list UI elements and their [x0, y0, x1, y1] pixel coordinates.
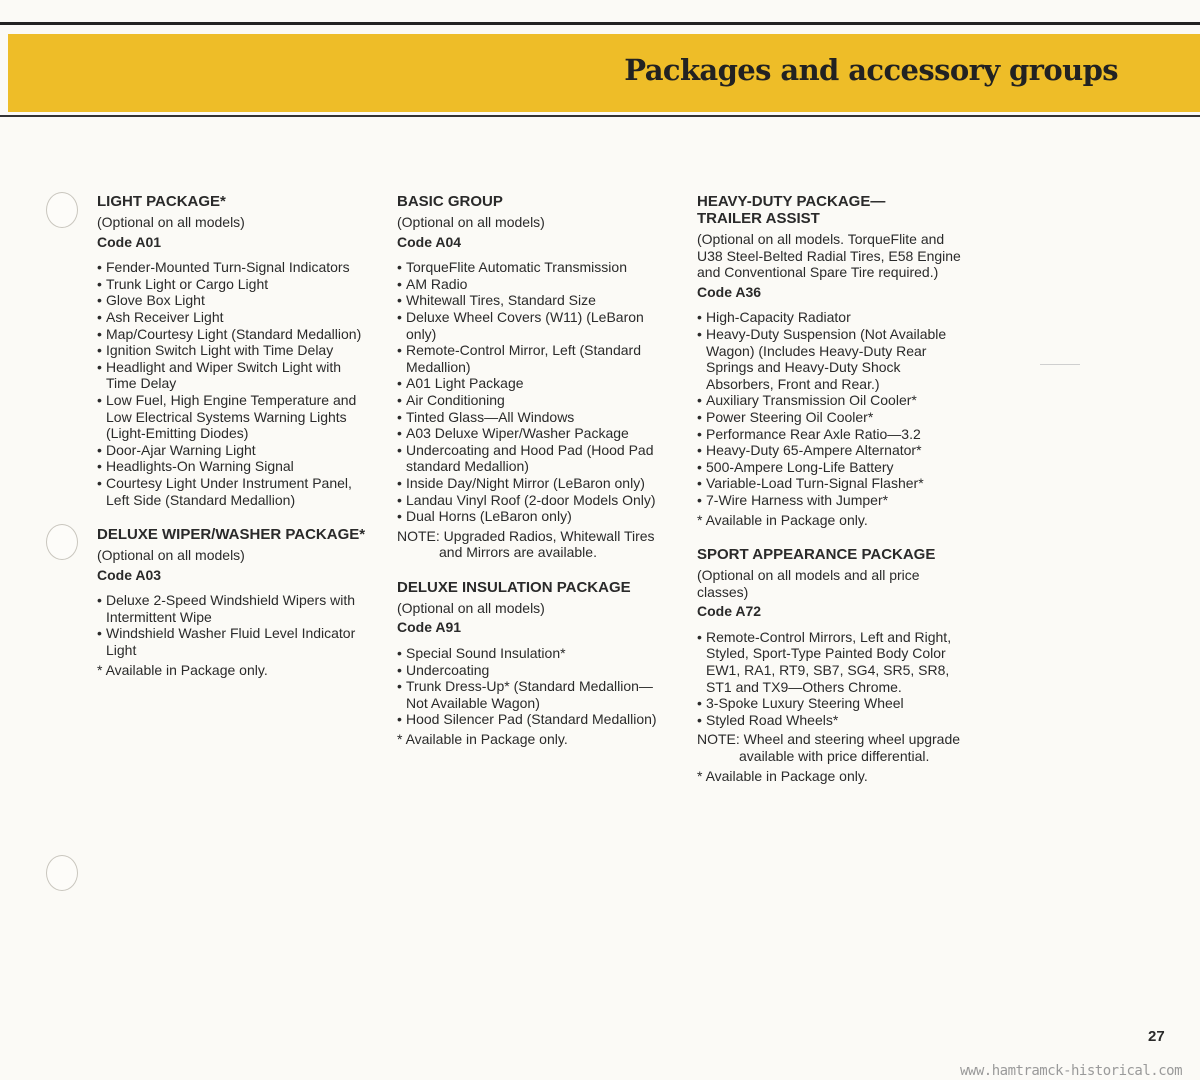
- list-item: • Trunk Dress-Up* (Standard Medallion—Not Available Wagon): [397, 678, 662, 711]
- decorative-dash: [1040, 364, 1080, 365]
- list-item: • Ignition Switch Light with Time Delay: [97, 342, 372, 359]
- section-code: Code A91: [397, 619, 462, 636]
- section-heading: [697, 193, 969, 227]
- section-subtitle: (Optional on all models): [397, 599, 545, 616]
- list-item: • Remote-Control Mirror, Left (Standard Medallion): [397, 342, 662, 375]
- section-heading: LIGHT PACKAGE*: [97, 193, 226, 210]
- list-item: • Fender-Mounted Turn-Signal Indicators: [97, 259, 372, 276]
- top-rule: [0, 22, 1200, 25]
- list-item: • Undercoating: [397, 662, 662, 679]
- list-item: • Glove Box Light: [97, 292, 372, 309]
- note: [697, 731, 969, 764]
- heavy-duty-section: [697, 193, 969, 528]
- column-right: [697, 193, 969, 802]
- deluxe-insulation-section: [397, 579, 662, 748]
- list-item: • TorqueFlite Automatic Transmission: [397, 259, 662, 276]
- note-line-1: NOTE: Wheel and steering wheel upgrade: [697, 731, 961, 748]
- basic-group-section: [397, 193, 662, 561]
- footnote: * Available in Package only.: [97, 661, 268, 678]
- list-item: • Ash Receiver Light: [97, 309, 372, 326]
- section-code: Code A36: [697, 283, 762, 300]
- section-code: Code A01: [97, 233, 162, 250]
- section-subtitle: (Optional on all models): [97, 214, 245, 230]
- watermark: www.hamtramck-historical.com: [960, 1063, 1183, 1079]
- list-item: • 3-Spoke Luxury Steering Wheel: [697, 695, 969, 712]
- item-list: [97, 259, 372, 508]
- list-item: • Headlight and Wiper Switch Light with Time Delay: [97, 359, 372, 392]
- section-code: Code A04: [397, 233, 462, 250]
- section-code: Code A72: [697, 603, 762, 620]
- list-item: • Deluxe Wheel Covers (W11) (LeBaron only): [397, 309, 662, 342]
- list-item: • Performance Rear Axle Ratio—3.2: [697, 426, 969, 443]
- deluxe-wiper-section: [97, 526, 372, 678]
- note-line-2: and Mirrors are available.: [439, 544, 597, 561]
- note: [397, 528, 662, 561]
- item-list: [697, 309, 969, 508]
- list-item: • A01 Light Package: [397, 375, 662, 392]
- list-item: • Hood Silencer Pad (Standard Medallion): [397, 711, 662, 728]
- binder-hole-bottom: [46, 855, 78, 891]
- list-item: • Courtesy Light Under Instrument Panel, Left Side (Standard Medallion): [97, 475, 372, 508]
- list-item: • Auxiliary Transmission Oil Cooler*: [697, 392, 969, 409]
- list-item: • Deluxe 2-Speed Windshield Wipers with Intermittent Wipe: [97, 592, 372, 625]
- page-title: Packages and accessory groups: [624, 53, 1118, 87]
- section-code: Code A03: [97, 566, 162, 583]
- list-item: • Whitewall Tires, Standard Size: [397, 292, 662, 309]
- section-heading: DELUXE INSULATION PACKAGE: [397, 578, 631, 596]
- list-item: • Heavy-Duty 65-Ampere Alternator*: [697, 442, 969, 459]
- list-item: • Remote-Control Mirrors, Left and Right, Styled, Sport-Type Painted Body Color EW1, RA1, RT9, SB7, SG4, SR5, SR8, ST1 and TX9—Others Chrome.: [697, 629, 969, 695]
- list-item: • High-Capacity Radiator: [697, 309, 969, 326]
- list-item: • Styled Road Wheels*: [697, 712, 969, 729]
- list-item: • Dual Horns (LeBaron only): [397, 508, 662, 525]
- column-middle: [397, 193, 662, 766]
- section-subtitle: (Optional on all models and all price classes): [697, 567, 920, 600]
- item-list: [697, 629, 969, 729]
- list-item: • Undercoating and Hood Pad (Hood Pad standard Medallion): [397, 442, 662, 475]
- list-item: • Landau Vinyl Roof (2-door Models Only): [397, 492, 662, 509]
- footnote: * Available in Package only.: [397, 731, 568, 748]
- item-list: [397, 259, 662, 525]
- header-rule: [0, 115, 1200, 117]
- section-subtitle: (Optional on all models. TorqueFlite and U38 Steel-Belted Radial Tires, E58 Engine and Conventional Spare Tire required.): [697, 231, 961, 281]
- item-list: [397, 645, 662, 728]
- list-item: • Air Conditioning: [397, 392, 662, 409]
- list-item: • Power Steering Oil Cooler*: [697, 409, 969, 426]
- footnote: * Available in Package only.: [697, 511, 868, 528]
- list-item: • A03 Deluxe Wiper/Washer Package: [397, 425, 662, 442]
- list-item: • Variable-Load Turn-Signal Flasher*: [697, 475, 969, 492]
- list-item: • Low Fuel, High Engine Temperature and Low Electrical Systems Warning Lights (Light-Emitting Diodes): [97, 392, 372, 442]
- section-heading: SPORT APPEARANCE PACKAGE: [697, 546, 936, 564]
- note-line-1: NOTE: Upgraded Radios, Whitewall Tires: [397, 527, 655, 544]
- column-left: [97, 193, 372, 696]
- list-item: • Tinted Glass—All Windows: [397, 409, 662, 426]
- binder-hole-top: [46, 192, 78, 228]
- footnote: * Available in Package only.: [697, 767, 868, 784]
- list-item: • Trunk Light or Cargo Light: [97, 276, 372, 293]
- section-subtitle: (Optional on all models): [397, 214, 545, 230]
- item-list: [97, 592, 372, 658]
- list-item: • 500-Ampere Long-Life Battery: [697, 459, 969, 476]
- heading-line-1: HEAVY-DUTY PACKAGE—: [697, 193, 886, 210]
- note-line-2: available with price differential.: [739, 748, 930, 765]
- section-heading: DELUXE WIPER/WASHER PACKAGE*: [97, 526, 366, 544]
- list-item: • Heavy-Duty Suspension (Not Available Wagon) (Includes Heavy-Duty Rear Springs and Heavy-Duty Shock Absorbers, Front and Rear.): [697, 326, 969, 392]
- section-subtitle: (Optional on all models): [97, 547, 245, 564]
- list-item: • Windshield Washer Fluid Level Indicator Light: [97, 625, 372, 658]
- list-item: • Map/Courtesy Light (Standard Medallion): [97, 326, 372, 343]
- list-item: • AM Radio: [397, 276, 662, 293]
- section-heading: BASIC GROUP: [397, 193, 503, 210]
- binder-hole-middle: [46, 524, 78, 560]
- list-item: • Special Sound Insulation*: [397, 645, 662, 662]
- list-item: • Door-Ajar Warning Light: [97, 442, 372, 459]
- list-item: • Inside Day/Night Mirror (LeBaron only): [397, 475, 662, 492]
- light-package-section: [97, 193, 372, 508]
- page-number: 27: [1148, 1028, 1165, 1045]
- list-item: • Headlights-On Warning Signal: [97, 458, 372, 475]
- list-item: • 7-Wire Harness with Jumper*: [697, 492, 969, 509]
- sport-appearance-section: [697, 546, 969, 784]
- heading-line-2: TRAILER ASSIST: [697, 210, 820, 227]
